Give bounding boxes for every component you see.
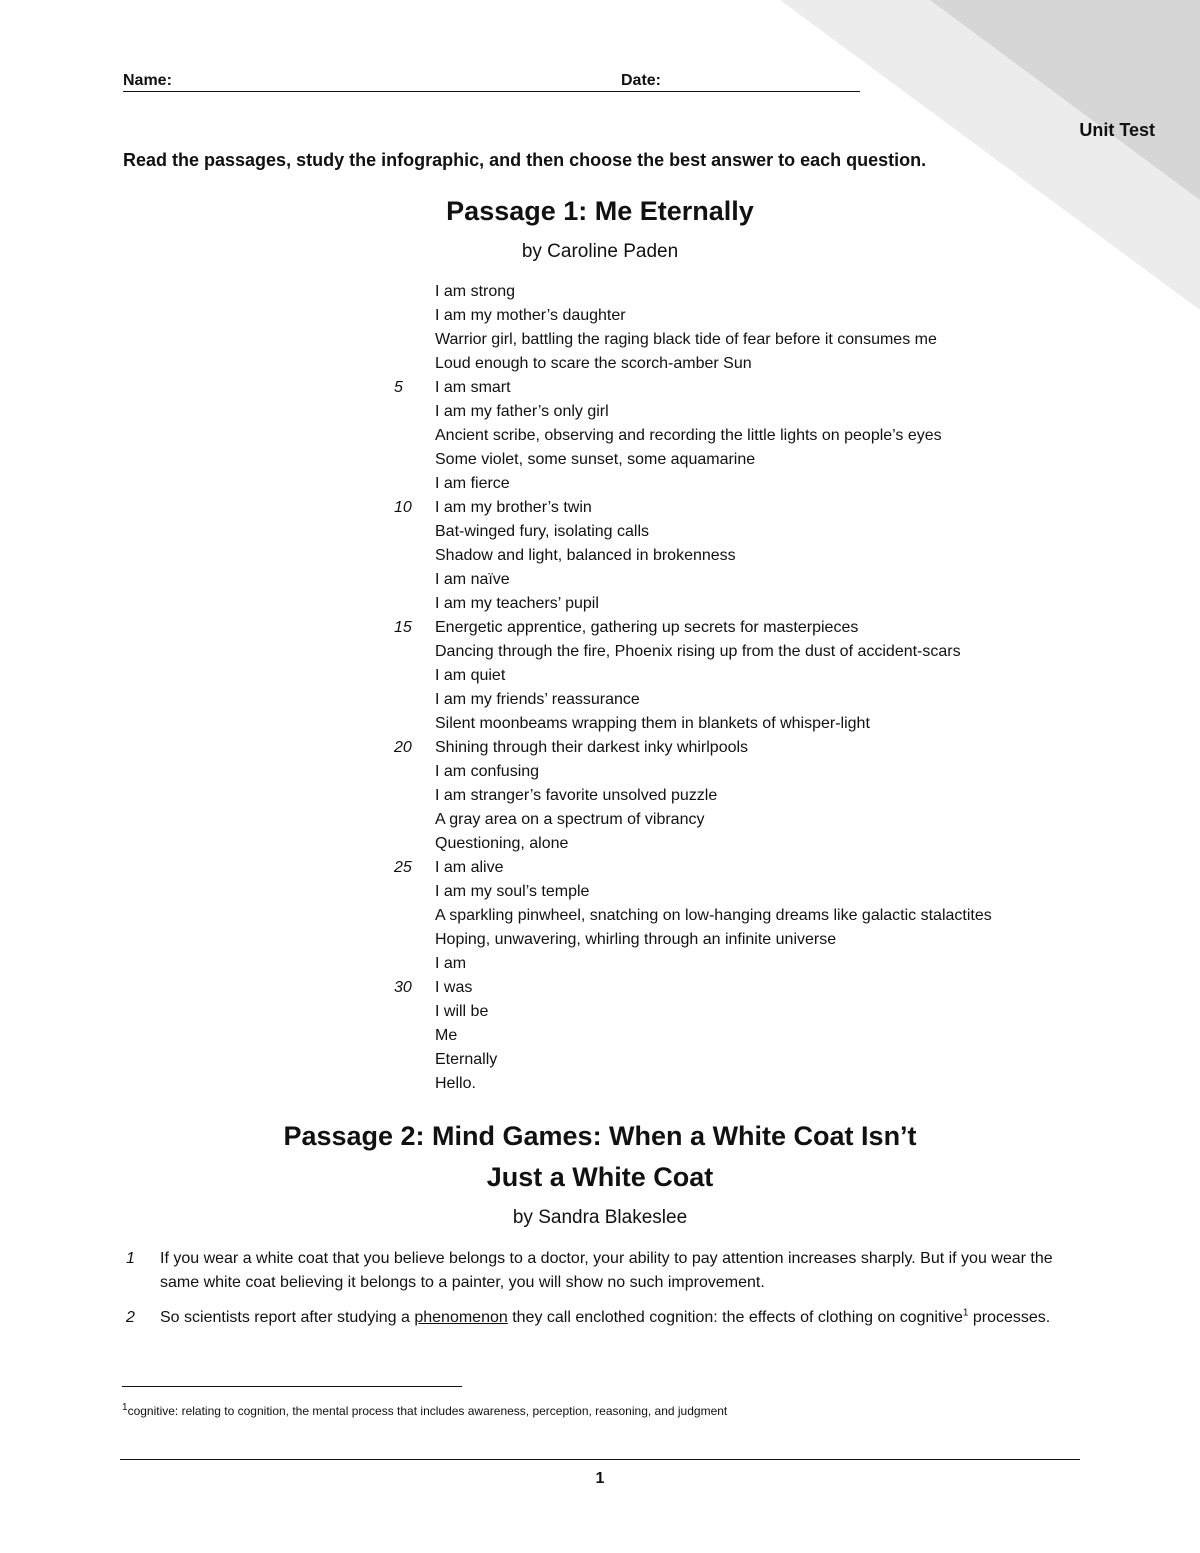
- poem-line: [0, 928, 1200, 952]
- paragraph-number: 2: [126, 1309, 135, 1326]
- line-text: I am my mother’s daughter: [435, 307, 626, 324]
- paragraph-text-before: So scientists report after studying a: [160, 1309, 415, 1326]
- line-text: Eternally: [435, 1051, 498, 1068]
- line-number: 10: [394, 499, 412, 516]
- footer-divider: [120, 1459, 1080, 1460]
- line-text: I am my friends’ reassurance: [435, 691, 640, 708]
- poem-line: [0, 472, 1200, 496]
- passage1-title: Passage 1: Me Eternally: [446, 196, 754, 226]
- line-number: 30: [394, 979, 412, 996]
- line-text: Questioning, alone: [435, 835, 569, 852]
- poem-line: [0, 280, 1200, 304]
- paragraph-text-after: they call enclothed cognition: the effects of clothing on cognitive: [507, 1309, 963, 1326]
- line-text: Me: [435, 1027, 458, 1044]
- line-text: Ancient scribe, observing and recording the little lights on people’s eyes: [435, 427, 942, 444]
- poem-line: [0, 496, 1200, 520]
- line-text: I am strong: [435, 283, 516, 300]
- line-text: I am quiet: [435, 667, 506, 684]
- poem-line: [0, 832, 1200, 856]
- footnote-divider: [122, 1386, 462, 1387]
- line-number: 15: [394, 619, 412, 636]
- paragraph-text: [160, 1306, 1060, 1330]
- poem-line: [0, 760, 1200, 784]
- poem-line: [0, 376, 1200, 400]
- line-text: Hoping, unwavering, whirling through an infinite universe: [435, 931, 837, 948]
- poem-line: [0, 664, 1200, 688]
- name-label: Name:: [123, 72, 172, 89]
- poem: [0, 280, 1200, 1096]
- poem-line: [0, 448, 1200, 472]
- poem-line: [0, 856, 1200, 880]
- line-text: Some violet, some sunset, some aquamarine: [435, 451, 756, 468]
- line-text: Warrior girl, battling the raging black tide of fear before it consumes me: [435, 331, 937, 348]
- poem-line: [0, 784, 1200, 808]
- poem-line: [0, 304, 1200, 328]
- poem-line: [0, 712, 1200, 736]
- date-field-line[interactable]: [620, 91, 860, 92]
- poem-line: [0, 1024, 1200, 1048]
- line-text: I am stranger’s favorite unsolved puzzle: [435, 787, 718, 804]
- line-text: I am confusing: [435, 763, 540, 780]
- poem-line: [0, 880, 1200, 904]
- line-text: Loud enough to scare the scorch-amber Sun: [435, 355, 752, 372]
- line-text: I am my teachers’ pupil: [435, 595, 599, 612]
- footnote: [122, 1404, 727, 1418]
- line-text: A gray area on a spectrum of vibrancy: [435, 811, 705, 828]
- line-text: I am fierce: [435, 475, 510, 492]
- footnote-marker: 1: [122, 1402, 128, 1413]
- poem-line: [0, 1072, 1200, 1096]
- poem-line: [0, 808, 1200, 832]
- line-number: 20: [394, 739, 412, 756]
- line-text: I am smart: [435, 379, 511, 396]
- passage2-author: by Sandra Blakeslee: [512, 1207, 688, 1228]
- line-text: Dancing through the fire, Phoenix rising up from the dust of accident-scars: [435, 643, 961, 660]
- line-text: I am alive: [435, 859, 504, 876]
- line-text: I am: [435, 955, 467, 972]
- footnote-text: cognitive: relating to cognition, the mental process that includes awareness, perception, reasoning, and judgment: [127, 1404, 728, 1418]
- poem-line: [0, 328, 1200, 352]
- line-text: Energetic apprentice, gathering up secrets for masterpieces: [435, 619, 859, 636]
- line-text: I will be: [435, 1003, 489, 1020]
- paragraph-number: 1: [126, 1250, 135, 1267]
- paragraph-text-end: processes.: [968, 1309, 1051, 1326]
- line-text: Silent moonbeams wrapping them in blankets of whisper-light: [435, 715, 870, 732]
- poem-line: [0, 1048, 1200, 1072]
- poem-line: [0, 688, 1200, 712]
- line-text: I am my soul’s temple: [435, 883, 590, 900]
- poem-line: [0, 952, 1200, 976]
- poem-line: [0, 904, 1200, 928]
- poem-line: [0, 544, 1200, 568]
- poem-line: [0, 616, 1200, 640]
- unit-test-label: Unit Test: [1079, 120, 1155, 140]
- line-text: I was: [435, 979, 473, 996]
- line-number: 25: [394, 859, 412, 876]
- line-text: I am my father’s only girl: [435, 403, 609, 420]
- line-text: I am naïve: [435, 571, 510, 588]
- line-text: A sparkling pinwheel, snatching on low-hanging dreams like galactic stalactites: [435, 907, 992, 924]
- poem-line: [0, 1000, 1200, 1024]
- date-label: Date:: [621, 72, 662, 89]
- vocabulary-word: phenomenon: [414, 1309, 508, 1326]
- passage2-title-line1: Passage 2: Mind Games: When a White Coat Isn’t: [283, 1121, 917, 1151]
- poem-line: [0, 568, 1200, 592]
- instructions: Read the passages, study the infographic, and then choose the best answer to each question.: [123, 150, 927, 170]
- line-text: Hello.: [435, 1075, 476, 1092]
- poem-line: [0, 640, 1200, 664]
- poem-line: [0, 352, 1200, 376]
- footnote-ref: 1: [962, 1307, 969, 1319]
- line-text: I am my brother’s twin: [435, 499, 592, 516]
- paragraph-text: If you wear a white coat that you believe belongs to a doctor, your ability to pay attention increases sharply. But if you wear the same white coat believing it belongs to a painter, you will show no such improvement.: [160, 1250, 1053, 1291]
- name-field-line[interactable]: [123, 91, 620, 92]
- poem-line: [0, 520, 1200, 544]
- line-number: 5: [394, 379, 403, 396]
- line-text: Shadow and light, balanced in brokenness: [435, 547, 736, 564]
- page-number: 1: [595, 1470, 605, 1487]
- poem-line: [0, 424, 1200, 448]
- line-text: Bat-winged fury, isolating calls: [435, 523, 650, 540]
- passage2-title-line2: Just a White Coat: [486, 1162, 714, 1192]
- poem-line: [0, 736, 1200, 760]
- passage1-author: by Caroline Paden: [521, 241, 679, 262]
- poem-line: [0, 400, 1200, 424]
- line-text: Shining through their darkest inky whirlpools: [435, 739, 749, 756]
- poem-line: [0, 592, 1200, 616]
- poem-line: [0, 976, 1200, 1000]
